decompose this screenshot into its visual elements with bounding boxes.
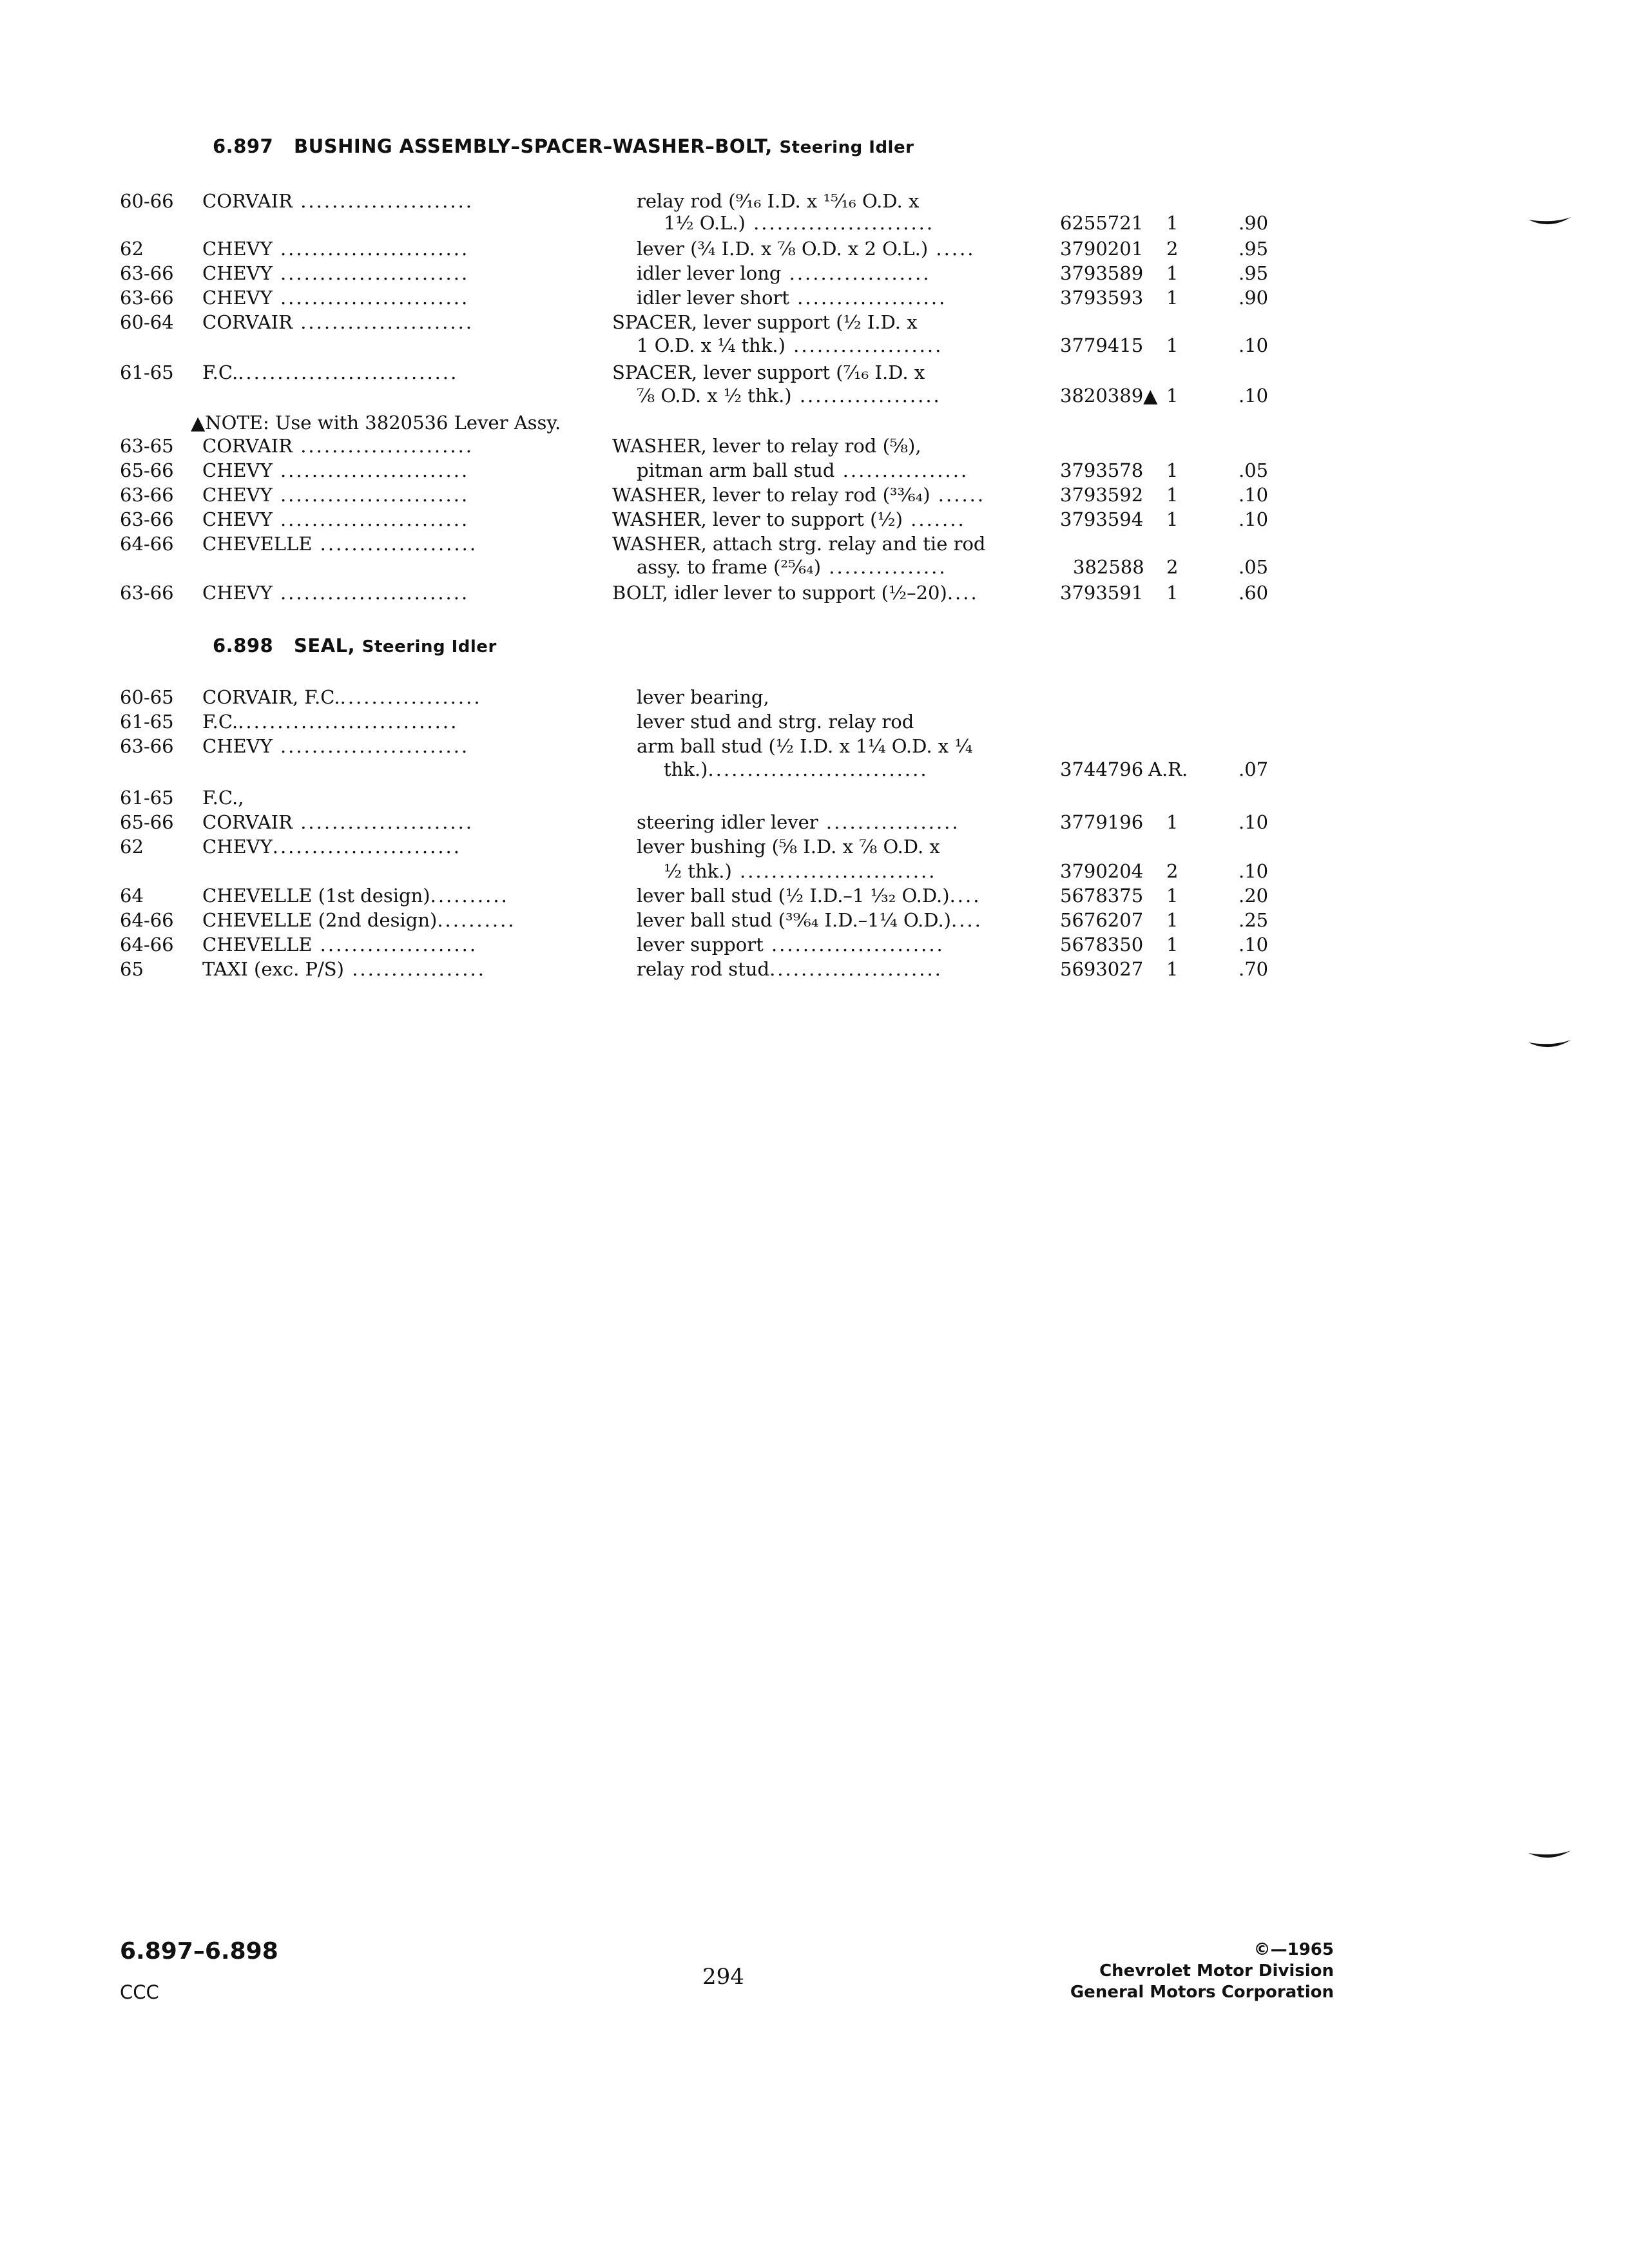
part-number: 3790204	[1060, 860, 1144, 882]
quantity: 1	[1166, 334, 1179, 356]
years: 63-66	[120, 287, 174, 309]
table-row	[0, 482, 1629, 508]
table-row	[0, 785, 1629, 811]
model: CHEVY ........................	[202, 262, 470, 284]
years: 64-66	[120, 934, 174, 956]
quantity: 1	[1166, 385, 1179, 407]
price: .90	[1239, 212, 1269, 234]
section-subtitle: Steering Idler	[361, 637, 497, 657]
price: .95	[1239, 238, 1269, 260]
table-row	[0, 834, 1629, 860]
price: .10	[1239, 860, 1269, 882]
table-row	[0, 858, 1629, 884]
price: .10	[1239, 484, 1269, 506]
part-number: 3793592	[1060, 484, 1144, 506]
quantity: 1	[1166, 885, 1179, 907]
years: 61-65	[120, 361, 174, 383]
page-number: 294	[702, 1964, 744, 1990]
quantity: 1	[1166, 262, 1179, 284]
description: lever bearing,	[637, 686, 769, 708]
footer-ccc: CCC	[120, 1981, 159, 2003]
part-number: 3779196	[1060, 811, 1144, 833]
model: CORVAIR ......................	[202, 435, 474, 457]
table-row	[0, 756, 1629, 782]
footer-section-code: 6.897–6.898	[120, 1938, 278, 1965]
part-number: 3793594	[1060, 508, 1144, 530]
model: CHEVY ........................	[202, 238, 470, 260]
table-row	[0, 210, 1629, 236]
description: SPACER, lever support (½ I.D. x	[612, 311, 918, 333]
years: 60-66	[120, 190, 174, 212]
quantity: 1	[1166, 909, 1179, 931]
table-row	[0, 709, 1629, 735]
years: 65-66	[120, 459, 174, 481]
price: .60	[1239, 582, 1269, 604]
price: .70	[1239, 958, 1269, 980]
price: .05	[1239, 556, 1269, 578]
description: WASHER, lever to support (½) .......	[612, 508, 966, 530]
description: pitman arm ball stud ................	[637, 459, 969, 481]
model: F.C.............................	[202, 711, 459, 733]
description: lever ball stud (³⁹⁄₆₄ I.D.–1¼ O.D.)....	[637, 909, 983, 931]
binder-mark-icon	[1527, 216, 1572, 229]
quantity: 2	[1166, 860, 1179, 882]
table-row	[0, 531, 1629, 557]
description: 1½ O.L.) .......................	[664, 212, 935, 234]
part-number: 3793589	[1060, 262, 1144, 284]
binder-mark-icon	[1527, 1849, 1572, 1862]
model: CHEVELLE ....................	[202, 533, 478, 555]
description: lever bushing (⅝ I.D. x ⅞ O.D. x	[637, 836, 940, 858]
table-row	[0, 236, 1629, 262]
division-name: Chevrolet Motor Division	[1099, 1961, 1334, 1981]
table-row	[0, 506, 1629, 532]
quantity: 2	[1166, 238, 1179, 260]
description: relay rod stud......................	[637, 958, 943, 980]
table-row	[0, 360, 1629, 385]
part-number: 5678350	[1060, 934, 1144, 956]
quantity: 1	[1166, 484, 1179, 506]
description: WASHER, lever to relay rod (⅝),	[612, 435, 921, 457]
quantity: 2	[1166, 556, 1179, 578]
model: CHEVY ........................	[202, 582, 470, 604]
binder-mark-icon	[1527, 1039, 1572, 1052]
part-number: 3820389▲	[1060, 385, 1158, 407]
table-row	[0, 332, 1629, 358]
quantity: 1	[1166, 958, 1179, 980]
part-number: 3779415	[1060, 334, 1144, 356]
price: .07	[1239, 758, 1269, 780]
years: 60-64	[120, 311, 174, 333]
table-row	[0, 554, 1629, 580]
section-title: BUSHING ASSEMBLY–SPACER–WASHER–BOLT,	[294, 135, 773, 157]
price: .95	[1239, 262, 1269, 284]
corporation-name: General Motors Corporation	[1070, 1983, 1334, 2002]
part-number: 5676207	[1060, 909, 1144, 931]
description: arm ball stud (½ I.D. x 1¼ O.D. x ¼	[637, 735, 973, 757]
section-subtitle: Steering Idler	[779, 138, 914, 157]
model: CHEVY........................	[202, 836, 461, 858]
model: F.C.............................	[202, 361, 459, 383]
quantity: 1	[1166, 287, 1179, 309]
copyright-year: ©—1965	[1253, 1940, 1334, 1959]
years: 63-66	[120, 582, 174, 604]
years: 63-66	[120, 484, 174, 506]
price: .10	[1239, 508, 1269, 530]
years: 65-66	[120, 811, 174, 833]
quantity: 1	[1166, 459, 1179, 481]
part-number: 382588	[1073, 556, 1144, 578]
quantity: 1	[1166, 582, 1179, 604]
price: .10	[1239, 334, 1269, 356]
table-row	[0, 684, 1629, 710]
model: CORVAIR ......................	[202, 190, 474, 212]
model: CHEVY ........................	[202, 459, 470, 481]
table-row	[0, 809, 1629, 835]
description: WASHER, lever to relay rod (³³⁄₆₄) ......	[612, 484, 986, 506]
model: CHEVELLE ....................	[202, 934, 478, 956]
description: WASHER, attach strg. relay and tie rod	[612, 533, 986, 555]
years: 60-65	[120, 686, 174, 708]
part-number: 6255721	[1060, 212, 1144, 234]
section-number: 6.898	[213, 635, 274, 657]
price: .90	[1239, 287, 1269, 309]
quantity: 1	[1166, 508, 1179, 530]
description: idler lever long ..................	[637, 262, 931, 284]
quantity: A.R.	[1148, 758, 1188, 780]
years: 62	[120, 836, 144, 858]
part-number: 3793593	[1060, 287, 1144, 309]
quantity: 1	[1166, 934, 1179, 956]
part-number: 5693027	[1060, 958, 1144, 980]
years: 64-66	[120, 533, 174, 555]
model: CHEVY ........................	[202, 508, 470, 530]
description: BOLT, idler lever to support (½–20)....	[612, 582, 979, 604]
years: 62	[120, 238, 144, 260]
table-row	[0, 260, 1629, 286]
table-row	[0, 457, 1629, 483]
years: 63-66	[120, 508, 174, 530]
years: 61-65	[120, 787, 174, 809]
table-row	[0, 580, 1629, 606]
years: 63-65	[120, 435, 174, 457]
price: .10	[1239, 811, 1269, 833]
description: lever support ......................	[637, 934, 945, 956]
part-number: 3793578	[1060, 459, 1144, 481]
table-row	[0, 956, 1629, 982]
price: .20	[1239, 885, 1269, 907]
model: TAXI (exc. P/S) .................	[202, 958, 486, 980]
description: thk.)............................	[664, 758, 929, 780]
table-row	[0, 383, 1629, 408]
description: relay rod (⁹⁄₁₆ I.D. x ¹⁵⁄₁₆ O.D. x	[637, 190, 920, 212]
copyright-block	[1070, 1939, 1334, 2003]
model: CHEVY ........................	[202, 287, 470, 309]
years: 64-66	[120, 909, 174, 931]
description: ½ thk.) .........................	[664, 860, 937, 882]
years: 64	[120, 885, 144, 907]
model: F.C.,	[202, 787, 244, 809]
table-row	[0, 907, 1629, 933]
table-row	[0, 883, 1629, 908]
model: CHEVELLE (2nd design)..........	[202, 909, 516, 931]
price: .25	[1239, 909, 1269, 931]
description: assy. to frame (²⁵⁄₆₄) ...............	[637, 556, 947, 578]
section-number: 6.897	[213, 135, 274, 157]
description: lever (¾ I.D. x ⅞ O.D. x 2 O.L.) .....	[637, 238, 976, 260]
table-row	[0, 433, 1629, 459]
description: ⅞ O.D. x ½ thk.) ..................	[637, 385, 941, 407]
description: SPACER, lever support (⁷⁄₁₆ I.D. x	[612, 361, 925, 383]
description: lever stud and strg. relay rod	[637, 711, 914, 733]
description: lever ball stud (½ I.D.–1 ¹⁄₃₂ O.D.)....	[637, 885, 981, 907]
description: idler lever short ...................	[637, 287, 947, 309]
table-row	[0, 932, 1629, 957]
part-number: 5678375	[1060, 885, 1144, 907]
part-number: 3790201	[1060, 238, 1144, 260]
model: CORVAIR ......................	[202, 811, 474, 833]
section-heading-6-898	[213, 635, 497, 657]
description: 1 O.D. x ¼ thk.) ...................	[637, 334, 943, 356]
description: steering idler lever .................	[637, 811, 960, 833]
model: CHEVELLE (1st design)..........	[202, 885, 509, 907]
model: CHEVY ........................	[202, 484, 470, 506]
quantity: 1	[1166, 811, 1179, 833]
table-row	[0, 733, 1629, 759]
table-row	[0, 309, 1629, 335]
part-number: 3793591	[1060, 582, 1144, 604]
price: .10	[1239, 385, 1269, 407]
years: 61-65	[120, 711, 174, 733]
price: .05	[1239, 459, 1269, 481]
section-heading-6-897	[213, 135, 914, 157]
model: CORVAIR, F.C...................	[202, 686, 482, 708]
quantity: 1	[1166, 212, 1179, 234]
part-number: 3744796	[1060, 758, 1144, 780]
model: CHEVY ........................	[202, 735, 470, 757]
years: 63-66	[120, 262, 174, 284]
section-title: SEAL,	[294, 635, 356, 657]
note: ▲NOTE: Use with 3820536 Lever Assy.	[191, 412, 561, 434]
table-row	[0, 285, 1629, 311]
years: 63-66	[120, 735, 174, 757]
years: 65	[120, 958, 144, 980]
price: .10	[1239, 934, 1269, 956]
model: CORVAIR ......................	[202, 311, 474, 333]
